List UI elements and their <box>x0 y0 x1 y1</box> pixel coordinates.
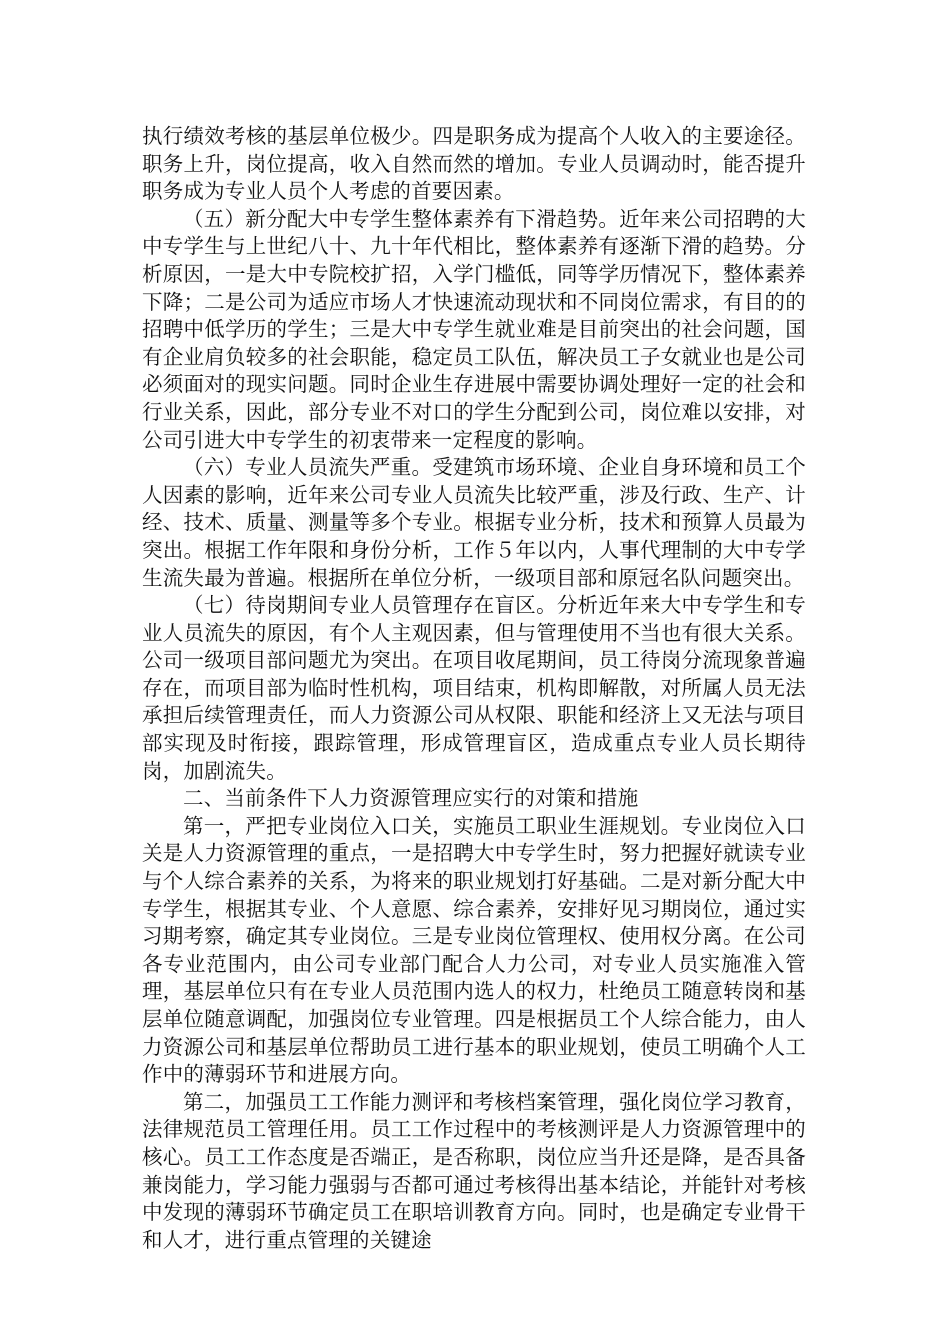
paragraph-2: （五）新分配大中专学生整体素养有下滑趋势。近年来公司招聘的大中专学生与上世纪八十、九十年代相比，整体素养有逐渐下滑的趋势。分析原因，一是大中专院校扩招，入学门槛低，同等学历情况下，整体素养下降；二是公司为适应市场人才快速流动现状和不同岗位需求，有目的的招聘中低学历的学生；三是大中专学生就业难是目前突出的社会问题，国有企业肩负较多的社会职能，稳定员工队伍，解决员工子女就业也是公司必须面对的现实问题。同时企业生存进展中需要协调处理好一定的社会和行业关系，因此，部分专业不对口的学生分配到公司，岗位难以安排，对公司引进大中专学生的初衷带来一定程度的影响。 <box>142 206 806 452</box>
document-body <box>142 123 806 1254</box>
paragraph-1: 执行绩效考核的基层单位极少。四是职务成为提高个人收入的主要途径。职务上升，岗位提高，收入自然而然的增加。专业人员调动时，能否提升职务成为专业人员个人考虑的首要因素。 <box>142 124 806 204</box>
paragraph-3: （六）专业人员流失严重。受建筑市场环境、企业自身环境和员工个人因素的影响，近年来公司专业人员流失比较严重，涉及行政、生产、计经、技术、质量、测量等多个专业。根据专业分析，技术和预算人员最为突出。根据工作年限和身份分析，工作５年以内，人事代理制的大中专学生流失最为普遍。根据所在单位分析，一级项目部和原冠名队问题突出。 <box>142 455 806 590</box>
paragraph-5: 第一，严把专业岗位入口关，实施员工职业生涯规划。专业岗位入口关是人力资源管理的重点，一是招聘大中专学生时，努力把握好就读专业与个人综合素养的关系，为将来的职业规划打好基础。二是对新分配大中专学生，根据其专业、个人意愿、综合素养，安排好见习期岗位，通过实习期考察，确定其专业岗位。三是专业岗位管理权、使用权分离。在公司各专业范围内，由公司专业部门配合人力公司，对专业人员实施准入管理，基层单位只有在专业人员范围内选人的权力，杜绝员工随意转岗和基层单位随意调配，加强岗位专业管理。四是根据员工个人综合能力，由人力资源公司和基层单位帮助员工进行基本的职业规划，使员工明确个人工作中的薄弱环节和进展方向。 <box>142 813 806 1087</box>
paragraph-4: （七）待岗期间专业人员管理存在盲区。分析近年来大中专学生和专业人员流失的原因，有个人主观因素，但与管理使用不当也有很大关系。公司一级项目部问题尤为突出。在项目收尾期间，员工待岗分流现象普遍存在，而项目部为临时性机构，项目结束，机构即解散，对所属人员无法承担后续管理责任，而人力资源公司从权限、职能和经济上又无法与项目部实现及时衔接，跟踪管理，形成管理盲区，造成重点专业人员长期待岗，加剧流失。 <box>142 593 806 783</box>
section-heading: 二、当前条件下人力资源管理应实行的对策和措施 <box>183 786 639 811</box>
paragraph-6: 第二，加强员工工作能力测评和考核档案管理，强化岗位学习教育，法律规范员工管理任用。员工工作过程中的考核测评是人力资源管理中的核心。员工工作态度是否端正，是否称职，岗位应当升还是降，是否具备兼岗能力，学习能力强弱与否都可通过考核得出基本结论，并能针对考核中发现的薄弱环节确定员工在职培训教育方向。同时，也是确定专业骨干和人才，进行重点管理的关键途 <box>142 1089 806 1252</box>
